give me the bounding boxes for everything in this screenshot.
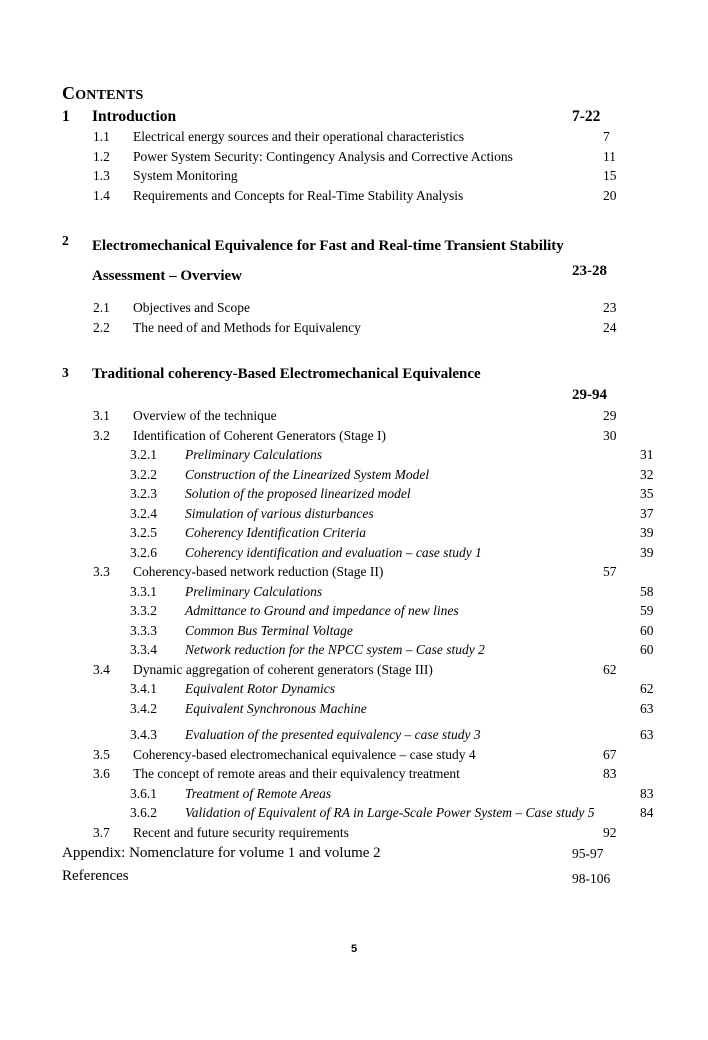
subsection-number: 3.2.3 (130, 486, 157, 501)
section-page: 29 (603, 408, 617, 423)
toc-chapter-row[interactable] (62, 106, 646, 127)
toc-subsection-row[interactable] (62, 601, 708, 621)
chapter-number: 3 (62, 365, 69, 380)
subsection-page: 59 (640, 603, 654, 618)
toc-section-row[interactable] (62, 764, 677, 784)
section-number: 1.4 (93, 187, 110, 203)
section-title: Recent and future security requirements (133, 824, 349, 840)
subsection-title: Validation of Equivalent of RA in Large-Scale Power System – Case study 5 (185, 805, 595, 820)
toc-subsection-row[interactable] (62, 803, 708, 823)
appendix-page-range: 95-97 (572, 846, 604, 861)
toc-section-row[interactable] (62, 660, 677, 680)
section-title: Dynamic aggregation of coherent generators (Stage III) (133, 661, 433, 677)
section-title: Overview of the technique (133, 408, 277, 423)
subsection-title: Evaluation of the presented equivalency – case study 3 (185, 727, 481, 742)
toc-section-row[interactable] (62, 298, 677, 318)
section-page: 83 (603, 766, 617, 781)
subsection-number: 3.2.1 (130, 447, 157, 462)
section-page: 24 (603, 319, 617, 335)
chapter-title: Traditional coherency-Based Electromechanical Equivalence (92, 366, 481, 382)
toc-section-row[interactable] (62, 823, 677, 843)
subsection-page: 63 (640, 700, 654, 716)
toc-subsection-row[interactable] (62, 465, 708, 485)
toc-subsection-row[interactable] (62, 582, 708, 602)
section-title: Electrical energy sources and their operational characteristics (133, 129, 465, 144)
subsection-number: 3.4.2 (130, 700, 157, 716)
toc-subsection-row[interactable] (62, 640, 708, 660)
chapter-page-range: 29-94 (572, 387, 607, 403)
subsection-page: 31 (640, 447, 654, 462)
section-title: Power System Security: Contingency Analysis and Corrective Actions (133, 148, 513, 164)
toc-subsection-row[interactable] (62, 784, 708, 804)
subsection-page: 60 (640, 622, 654, 638)
references-page-range: 98-106 (572, 871, 611, 886)
section-page: 23 (603, 300, 617, 315)
toc-subsection-row[interactable] (62, 621, 708, 641)
subsection-title: Preliminary Calculations (185, 447, 323, 462)
subsection-number: 3.4.3 (130, 727, 157, 742)
subsection-number: 3.2.2 (130, 466, 157, 482)
section-number: 1.1 (93, 129, 110, 144)
subsection-page: 39 (640, 544, 654, 560)
toc-section-row[interactable] (62, 318, 677, 338)
section-number: 1.3 (93, 168, 110, 183)
section-title: System Monitoring (133, 168, 238, 183)
toc-subsection-row[interactable] (62, 484, 708, 504)
subsection-number: 3.4.1 (130, 681, 157, 696)
section-title: Objectives and Scope (133, 300, 250, 315)
page-title-first-letter: C (62, 83, 76, 103)
toc-chapter-row[interactable] (62, 231, 646, 291)
section-number: 3.1 (93, 408, 110, 423)
section-spacer (62, 718, 646, 725)
section-number: 3.6 (93, 766, 110, 781)
section-page: 7 (603, 129, 610, 144)
section-page: 15 (603, 168, 617, 183)
footer-page-number: 5 (350, 943, 358, 955)
section-title: Requirements and Concepts for Real-Time Stability Analysis (133, 187, 464, 203)
toc-section-row[interactable] (62, 406, 677, 426)
subsection-page: 37 (640, 505, 654, 521)
subsection-number: 3.3.3 (130, 622, 157, 638)
toc-subsection-row[interactable] (62, 543, 708, 563)
toc-subsection-row[interactable] (62, 679, 708, 699)
toc-section-row[interactable] (62, 147, 677, 167)
toc-references-row[interactable] (62, 865, 646, 890)
toc-chapter-row[interactable] (62, 363, 646, 406)
section-number: 3.4 (93, 661, 110, 677)
toc-section-row[interactable] (62, 186, 677, 206)
section-number: 3.3 (93, 564, 110, 579)
chapter-number: 1 (62, 108, 70, 125)
subsection-page: 84 (640, 805, 654, 820)
section-spacer (62, 337, 646, 363)
section-title: Coherency-based network reduction (Stage II) (133, 564, 384, 579)
section-number: 3.7 (93, 824, 110, 840)
table-of-contents (62, 83, 654, 890)
subsection-page: 35 (640, 486, 654, 501)
toc-section-row[interactable] (62, 745, 677, 765)
toc-subsection-row[interactable] (62, 504, 708, 524)
section-spacer (62, 291, 646, 298)
subsection-title: Equivalent Rotor Dynamics (185, 681, 335, 696)
section-number: 3.2 (93, 427, 110, 443)
section-number: 3.5 (93, 746, 110, 762)
subsection-page: 63 (640, 727, 654, 742)
toc-subsection-row[interactable] (62, 445, 708, 465)
subsection-number: 3.3.1 (130, 583, 157, 599)
toc-subsection-row[interactable] (62, 523, 708, 543)
toc-section-row[interactable] (62, 426, 677, 446)
subsection-title: Construction of the Linearized System Model (185, 466, 430, 482)
section-page: 92 (603, 824, 617, 840)
toc-section-row[interactable] (62, 127, 677, 147)
chapter-number: 2 (62, 233, 69, 248)
section-page: 30 (603, 427, 617, 443)
section-page: 67 (603, 746, 617, 762)
toc-appendix-row[interactable] (62, 842, 646, 865)
section-title: Coherency-based electromechanical equivalence – case study 4 (133, 746, 476, 762)
subsection-number: 3.6.1 (130, 785, 157, 801)
toc-section-row[interactable] (62, 562, 677, 582)
subsection-title: Coherency Identification Criteria (185, 525, 366, 540)
subsection-title: Network reduction for the NPCC system – Case study 2 (185, 642, 485, 657)
subsection-number: 3.2.4 (130, 505, 157, 521)
references-title: References (62, 868, 129, 884)
subsection-title: Coherency identification and evaluation – case study 1 (185, 544, 482, 560)
subsection-number: 3.3.2 (130, 603, 157, 618)
chapter-title: Introduction (92, 108, 177, 125)
page-title (62, 84, 646, 105)
subsection-title: Admittance to Ground and impedance of new lines (185, 603, 459, 618)
section-title: The need of and Methods for Equivalency (133, 319, 361, 335)
subsection-number: 3.2.6 (130, 544, 157, 560)
subsection-page: 39 (640, 525, 654, 540)
subsection-page: 83 (640, 785, 654, 801)
section-spacer (62, 205, 646, 231)
subsection-page: 58 (640, 583, 654, 599)
section-number: 2.2 (93, 319, 110, 335)
toc-subsection-row[interactable] (62, 725, 708, 745)
subsection-number: 3.2.5 (130, 525, 157, 540)
section-page: 57 (603, 564, 617, 579)
subsection-number: 3.6.2 (130, 805, 157, 820)
subsection-title: Preliminary Calculations (185, 583, 323, 599)
section-number: 1.2 (93, 148, 110, 164)
subsection-title: Solution of the proposed linearized model (185, 486, 411, 501)
page-title-rest: ONTENTS (75, 88, 144, 103)
section-page: 11 (603, 148, 616, 164)
section-page: 20 (603, 187, 617, 203)
chapter-title: Electromechanical Equivalence for Fast and Real-time Transient Stability Assessment – Overview (92, 238, 564, 284)
section-page: 62 (603, 661, 617, 677)
toc-section-row[interactable] (62, 166, 677, 186)
section-title: Identification of Coherent Generators (Stage I) (133, 427, 387, 443)
subsection-title: Common Bus Terminal Voltage (185, 622, 353, 638)
toc-subsection-row[interactable] (62, 699, 708, 719)
subsection-number: 3.3.4 (130, 642, 157, 657)
subsection-title: Treatment of Remote Areas (185, 785, 332, 801)
appendix-title: Appendix: Nomenclature for volume 1 and volume 2 (62, 845, 381, 861)
subsection-page: 32 (640, 466, 654, 482)
subsection-page: 62 (640, 681, 654, 696)
chapter-page-range: 23-28 (572, 263, 607, 279)
subsection-title: Simulation of various disturbances (185, 505, 374, 521)
section-number: 2.1 (93, 300, 110, 315)
chapter-page-range: 7-22 (572, 108, 601, 125)
subsection-title: Equivalent Synchronous Machine (185, 700, 367, 716)
subsection-page: 60 (640, 642, 654, 657)
section-title: The concept of remote areas and their equivalency treatment (133, 766, 460, 781)
